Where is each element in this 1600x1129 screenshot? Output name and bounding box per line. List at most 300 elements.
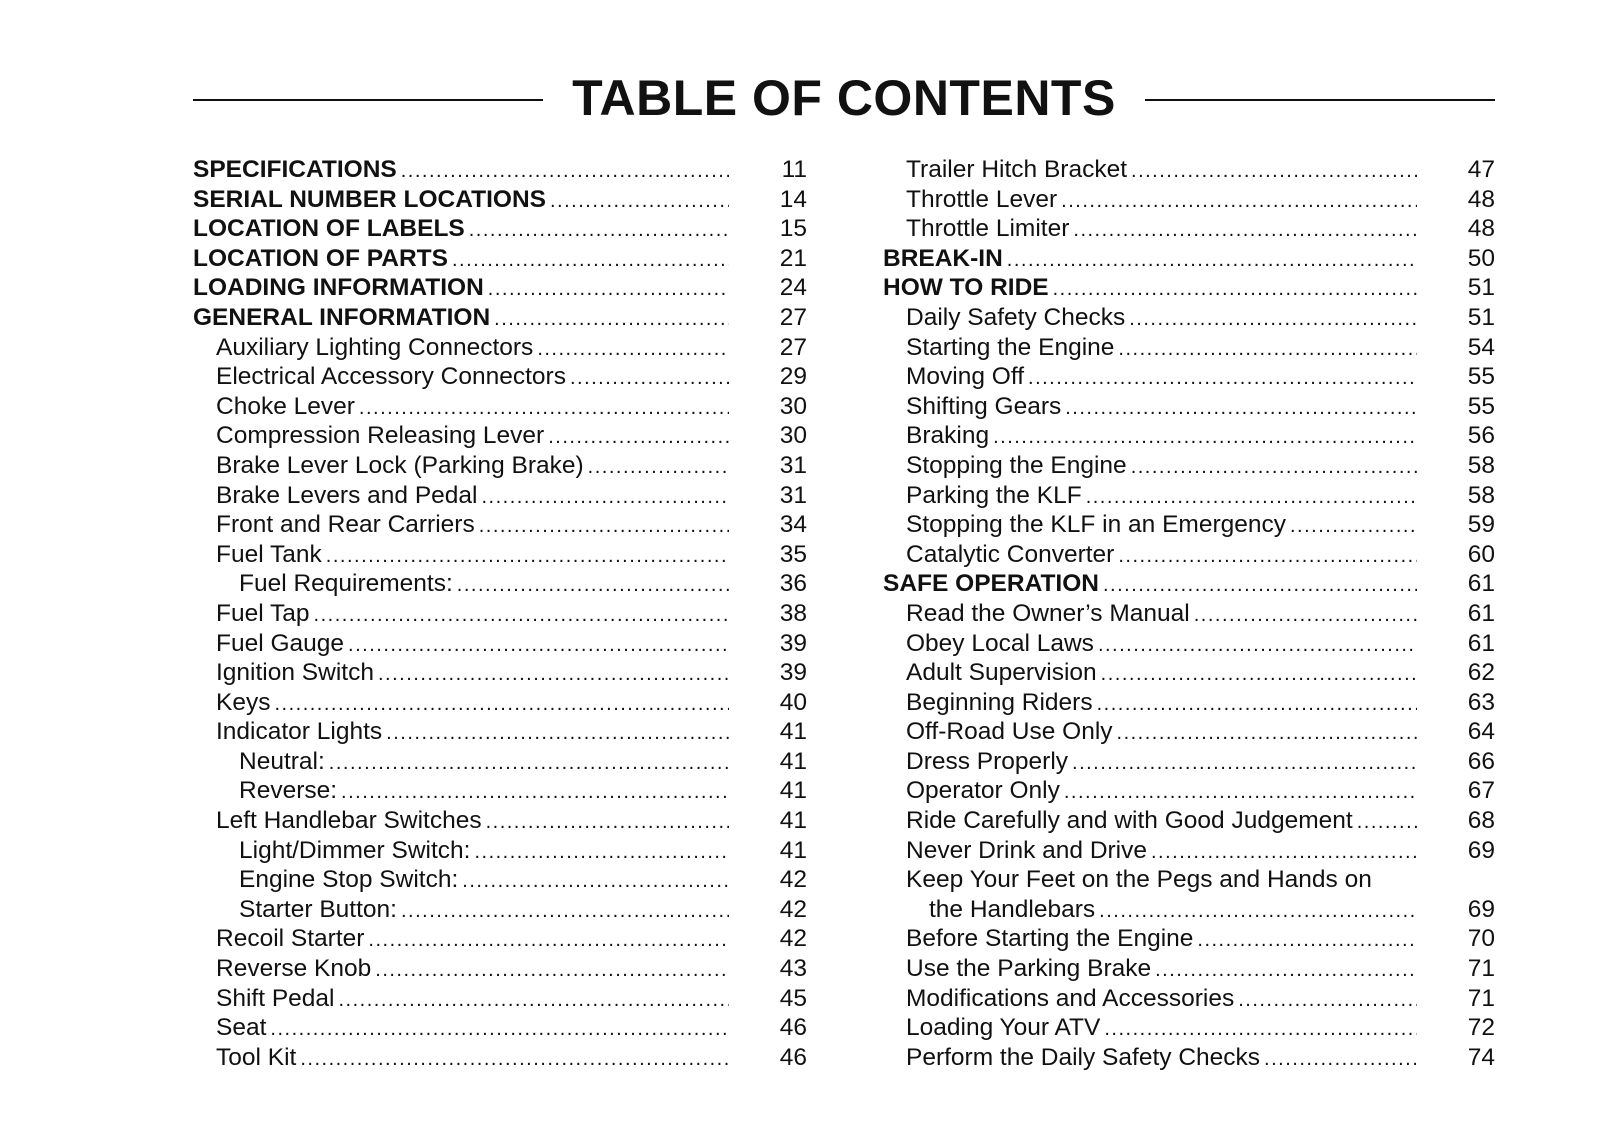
- dot-leader: [401, 157, 729, 187]
- toc-entry-label: Starting the Engine: [906, 333, 1118, 363]
- toc-entry-page-number: 64: [1467, 718, 1495, 746]
- dot-leader: [488, 275, 729, 305]
- toc-entry-title: [883, 273, 1417, 305]
- toc-entry[interactable]: [193, 244, 807, 274]
- toc-entry-page-number: 34: [779, 511, 807, 539]
- toc-entry-label: LOCATION OF LABELS: [193, 214, 469, 244]
- toc-entry-label: BREAK-IN: [883, 244, 1007, 274]
- toc-entry-page-number: 11: [781, 156, 807, 183]
- toc-entry-page-number: 54: [1467, 333, 1495, 361]
- dot-leader: [537, 335, 729, 365]
- toc-entry-page-number: 56: [1467, 422, 1495, 450]
- toc-entry-label: Reverse Knob: [216, 954, 375, 984]
- toc-entry[interactable]: [883, 984, 1495, 1014]
- toc-entry[interactable]: [883, 717, 1495, 747]
- toc-entry[interactable]: [883, 510, 1495, 540]
- toc-entry-label: Throttle Lever: [906, 185, 1061, 215]
- toc-entry-label: Beginning Riders: [906, 688, 1097, 718]
- toc-entry[interactable]: [883, 155, 1495, 185]
- toc-entry[interactable]: [193, 1013, 807, 1043]
- toc-entry-page-number: 15: [779, 215, 807, 243]
- toc-entry[interactable]: [883, 421, 1495, 451]
- toc-entry[interactable]: [883, 451, 1495, 481]
- toc-entry-title: [906, 717, 1417, 749]
- toc-entry-page-number: 63: [1467, 688, 1495, 716]
- toc-entry-page-number: 42: [779, 895, 807, 923]
- toc-entry-page-number: 41: [779, 718, 807, 746]
- toc-entry[interactable]: [193, 924, 807, 954]
- dot-leader: [1073, 216, 1417, 246]
- dot-leader: [452, 246, 729, 276]
- dot-leader: [469, 216, 729, 246]
- toc-entry-title: [883, 244, 1417, 276]
- toc-entry-page-number: 61: [1467, 599, 1495, 627]
- toc-entry[interactable]: [193, 362, 807, 392]
- toc-entry-title: [216, 924, 729, 956]
- dot-leader: [1131, 453, 1417, 483]
- toc-entry[interactable]: [883, 303, 1495, 333]
- dot-leader: [1194, 601, 1417, 631]
- toc-entry-page-number: 61: [1467, 629, 1495, 657]
- toc-entry-title: [906, 688, 1417, 720]
- toc-entry-page-number: 29: [779, 363, 807, 391]
- toc-entry-page-number: 21: [779, 244, 807, 272]
- toc-entry-label: Indicator Lights: [216, 717, 386, 747]
- dot-leader: [482, 483, 730, 513]
- toc-entry[interactable]: [193, 895, 807, 925]
- toc-entry-page-number: 41: [779, 777, 807, 805]
- toc-entry[interactable]: [193, 510, 807, 540]
- toc-entry-label: Brake Levers and Pedal: [216, 481, 482, 511]
- toc-entry-page-number: 59: [1467, 511, 1495, 539]
- dot-leader: [1357, 808, 1417, 838]
- toc-entry[interactable]: [193, 599, 807, 629]
- toc-entry[interactable]: [883, 924, 1495, 954]
- dot-leader: [1104, 1015, 1417, 1045]
- toc-entry-title: [216, 540, 729, 572]
- toc-entry-label: SPECIFICATIONS: [193, 155, 401, 185]
- dot-leader: [474, 838, 729, 868]
- toc-entry-title: [239, 895, 729, 927]
- toc-entry[interactable]: [193, 273, 807, 303]
- toc-entry-title: [906, 836, 1417, 868]
- toc-entry[interactable]: [193, 954, 807, 984]
- toc-entry-page-number: 39: [779, 659, 807, 687]
- dot-leader: [494, 305, 729, 335]
- toc-entry[interactable]: [883, 776, 1495, 806]
- toc-entry[interactable]: [883, 836, 1495, 866]
- toc-entry-title: [216, 1043, 729, 1075]
- toc-entry-title: [906, 481, 1417, 513]
- toc-entry-label: Left Handlebar Switches: [216, 806, 486, 836]
- toc-entry-label: Seat: [216, 1013, 270, 1043]
- toc-entry-label: Electrical Accessory Connectors: [216, 362, 570, 392]
- toc-entry-title: [906, 510, 1417, 542]
- toc-entry-label: Obey Local Laws: [906, 629, 1098, 659]
- toc-entry-title: [216, 481, 729, 513]
- toc-entry[interactable]: [883, 333, 1495, 363]
- toc-entry-page-number: 46: [779, 1014, 807, 1042]
- toc-entry[interactable]: [193, 747, 807, 777]
- toc-entry-label: LOADING INFORMATION: [193, 273, 488, 303]
- toc-entry[interactable]: [883, 185, 1495, 215]
- toc-entry[interactable]: [193, 333, 807, 363]
- toc-entry[interactable]: [193, 629, 807, 659]
- toc-entry-title: [929, 895, 1417, 927]
- toc-entry[interactable]: [193, 185, 807, 215]
- toc-entry-title: [239, 569, 729, 601]
- toc-entry-title: [216, 599, 729, 631]
- toc-entry-page-number: 48: [1467, 185, 1495, 213]
- toc-entry-label: Throttle Limiter: [906, 214, 1073, 244]
- toc-entry-title: [883, 569, 1417, 601]
- toc-entry-label: Front and Rear Carriers: [216, 510, 479, 540]
- toc-entry-label: SAFE OPERATION: [883, 569, 1103, 599]
- toc-entry[interactable]: [883, 1013, 1495, 1043]
- toc-entry-title: [216, 333, 729, 365]
- dot-leader: [368, 926, 729, 956]
- page-title: TABLE OF CONTENTS: [572, 70, 1116, 126]
- toc-entry[interactable]: [883, 362, 1495, 392]
- dot-leader: [588, 453, 729, 483]
- toc-entry-title: [216, 806, 729, 838]
- toc-entry-title: [239, 747, 729, 779]
- dot-leader: [993, 423, 1417, 453]
- toc-entry-label: Brake Lever Lock (Parking Brake): [216, 451, 588, 481]
- dot-leader: [486, 808, 729, 838]
- toc-entry[interactable]: [883, 481, 1495, 511]
- dot-leader: [1061, 187, 1417, 217]
- toc-entry-title: [216, 658, 729, 690]
- toc-entry[interactable]: [193, 392, 807, 422]
- toc-entry-page-number: 71: [1467, 955, 1495, 983]
- toc-entry-page-number: 60: [1467, 540, 1495, 568]
- toc-entry-page-number: 72: [1467, 1014, 1495, 1042]
- title-rule-right: [1145, 99, 1495, 101]
- toc-entry[interactable]: [883, 599, 1495, 629]
- toc-entry-title: [906, 333, 1417, 365]
- toc-entry-page-number: 61: [1467, 570, 1495, 598]
- toc-entry-label: the Handlebars: [929, 895, 1099, 925]
- toc-entry-label: Trailer Hitch Bracket: [906, 155, 1131, 185]
- dot-leader: [1097, 690, 1417, 720]
- toc-entry-title: [906, 451, 1417, 483]
- toc-entry-title: [906, 421, 1417, 453]
- toc-entry-label: Engine Stop Switch:: [239, 865, 462, 895]
- toc-entry-title: [193, 303, 729, 335]
- toc-entry-page-number: 31: [779, 451, 807, 479]
- toc-entry-title: [906, 658, 1417, 690]
- toc-entry-label: Fuel Tank: [216, 540, 326, 570]
- toc-entry-page-number: 41: [779, 836, 807, 864]
- dot-leader: [1290, 512, 1417, 542]
- dot-leader: [462, 867, 729, 897]
- toc-entry[interactable]: [193, 658, 807, 688]
- toc-entry-label: Keep Your Feet on the Pegs and Hands on: [906, 865, 1376, 895]
- toc-entry-title: [239, 836, 729, 868]
- dot-leader: [1064, 778, 1417, 808]
- toc-entry-title: [216, 629, 729, 661]
- toc-entry-title: [193, 273, 729, 305]
- toc-entry-title: [906, 806, 1417, 838]
- toc-entry-title: [906, 214, 1417, 246]
- toc-entry-page-number: 30: [779, 422, 807, 450]
- toc-entry-title: [906, 362, 1417, 394]
- toc-entry[interactable]: [883, 273, 1495, 303]
- toc-entry[interactable]: [193, 984, 807, 1014]
- dot-leader: [300, 1045, 729, 1075]
- toc-entry-page-number: 36: [779, 570, 807, 598]
- toc-entry[interactable]: [193, 1043, 807, 1073]
- toc-entry-title: [906, 599, 1417, 631]
- dot-leader: [274, 690, 729, 720]
- toc-entry-title: [216, 717, 729, 749]
- dot-leader: [1129, 305, 1417, 335]
- toc-entry-page-number: 38: [779, 599, 807, 627]
- dot-leader: [1065, 394, 1417, 424]
- toc-entry-title: [239, 865, 729, 897]
- toc-entry-label: Stopping the Engine: [906, 451, 1131, 481]
- toc-right-column: [883, 155, 1495, 1072]
- toc-entry-title: [906, 303, 1417, 335]
- toc-entry[interactable]: [883, 806, 1495, 836]
- toc-entry[interactable]: [883, 658, 1495, 688]
- dot-leader: [1098, 631, 1417, 661]
- toc-entry[interactable]: [193, 776, 807, 806]
- toc-entry-page-number: 45: [779, 984, 807, 1012]
- toc-entry[interactable]: [883, 895, 1495, 925]
- dot-leader: [1007, 246, 1417, 276]
- toc-entry-label: Starter Button:: [239, 895, 401, 925]
- toc-entry[interactable]: [193, 569, 807, 599]
- toc-entry-page-number: 67: [1467, 777, 1495, 805]
- toc-entry-label: Fuel Tap: [216, 599, 314, 629]
- toc-entry-title: [216, 688, 729, 720]
- toc-entry-page-number: 27: [779, 333, 807, 361]
- toc-entry-page-number: 51: [1467, 274, 1495, 302]
- toc-entry[interactable]: [883, 865, 1495, 895]
- toc-entry[interactable]: [193, 481, 807, 511]
- dot-leader: [548, 423, 729, 453]
- toc-entry-page-number: 69: [1467, 836, 1495, 864]
- toc-entry[interactable]: [883, 1043, 1495, 1073]
- toc-entry-label: Fuel Requirements:: [239, 569, 457, 599]
- dot-leader: [339, 986, 730, 1016]
- dot-leader: [457, 571, 729, 601]
- dot-leader: [386, 719, 729, 749]
- dot-leader: [314, 601, 729, 631]
- toc-entry-page-number: 58: [1467, 451, 1495, 479]
- dot-leader: [570, 364, 729, 394]
- toc-entry-label: Never Drink and Drive: [906, 836, 1151, 866]
- toc-entry-title: [193, 185, 729, 217]
- dot-leader: [359, 394, 729, 424]
- toc-entry-title: [193, 155, 729, 187]
- dot-leader: [1028, 364, 1417, 394]
- toc-entry-label: Ignition Switch: [216, 658, 378, 688]
- dot-leader: [375, 956, 729, 986]
- toc-entry-title: [906, 392, 1417, 424]
- toc-entry-page-number: 41: [779, 747, 807, 775]
- toc-entry-page-number: 40: [779, 688, 807, 716]
- toc-entry-page-number: 68: [1467, 807, 1495, 835]
- toc-entry-title: [906, 865, 1417, 895]
- dot-leader: [1197, 926, 1417, 956]
- toc-entry-label: Operator Only: [906, 776, 1064, 806]
- toc-entry-page-number: 24: [779, 274, 807, 302]
- toc-entry-label: Reverse:: [239, 776, 341, 806]
- dot-leader: [1072, 749, 1417, 779]
- toc-entry-label: Adult Supervision: [906, 658, 1101, 688]
- toc-entry-title: [216, 421, 729, 453]
- toc-entry-label: Parking the KLF: [906, 481, 1086, 511]
- toc-entry[interactable]: [193, 303, 807, 333]
- dot-leader: [1117, 719, 1417, 749]
- toc-entry-title: [216, 451, 729, 483]
- toc-entry-title: [906, 1043, 1417, 1075]
- toc-entry[interactable]: [883, 540, 1495, 570]
- toc-entry-label: Perform the Daily Safety Checks: [906, 1043, 1264, 1073]
- toc-entry-label: Use the Parking Brake: [906, 954, 1155, 984]
- toc-entry-label: Off-Road Use Only: [906, 717, 1117, 747]
- toc-entry-page-number: 14: [779, 185, 807, 213]
- toc-entry-title: [906, 185, 1417, 217]
- toc-entry-page-number: 55: [1467, 363, 1495, 391]
- toc-entry[interactable]: [193, 688, 807, 718]
- toc-entry-label: Moving Off: [906, 362, 1028, 392]
- toc-entry-title: [239, 776, 729, 808]
- toc-entry-page-number: 74: [1467, 1043, 1495, 1071]
- dot-leader: [1118, 542, 1417, 572]
- toc-entry-page-number: 51: [1467, 303, 1495, 331]
- toc-entry-title: [216, 392, 729, 424]
- dot-leader: [1103, 571, 1417, 601]
- toc-entry-label: Tool Kit: [216, 1043, 300, 1073]
- toc-entry-label: Catalytic Converter: [906, 540, 1118, 570]
- toc-entry-page-number: 27: [779, 303, 807, 331]
- toc-entry[interactable]: [193, 214, 807, 244]
- toc-entry-label: Auxiliary Lighting Connectors: [216, 333, 537, 363]
- toc-entry-label: Choke Lever: [216, 392, 359, 422]
- toc-entry[interactable]: [193, 806, 807, 836]
- toc-entry[interactable]: [883, 392, 1495, 422]
- toc-entry-label: GENERAL INFORMATION: [193, 303, 494, 333]
- page-header: [193, 62, 1495, 134]
- toc-entry-label: Dress Properly: [906, 747, 1072, 777]
- dot-leader: [1086, 483, 1417, 513]
- dot-leader: [326, 542, 729, 572]
- toc-entry-label: Shifting Gears: [906, 392, 1065, 422]
- toc-entry-title: [906, 747, 1417, 779]
- toc-entry-page-number: 69: [1467, 895, 1495, 923]
- toc-entry[interactable]: [193, 540, 807, 570]
- toc-entry-label: HOW TO RIDE: [883, 273, 1053, 303]
- toc-entry[interactable]: [883, 747, 1495, 777]
- toc-entry-label: Light/Dimmer Switch:: [239, 836, 474, 866]
- toc-entry[interactable]: [193, 865, 807, 895]
- toc-entry-title: [216, 510, 729, 542]
- toc-entry-page-number: 50: [1467, 244, 1495, 272]
- toc-entry-label: Recoil Starter: [216, 924, 368, 954]
- toc-entry-page-number: 39: [779, 629, 807, 657]
- toc-entry-label: Loading Your ATV: [906, 1013, 1104, 1043]
- dot-leader: [1099, 897, 1417, 927]
- toc-entry[interactable]: [193, 836, 807, 866]
- toc-entry[interactable]: [883, 954, 1495, 984]
- toc-entry-title: [906, 1013, 1417, 1045]
- dot-leader: [550, 187, 729, 217]
- toc-entry-label: Compression Releasing Lever: [216, 421, 548, 451]
- toc-entry-label: Read the Owner’s Manual: [906, 599, 1194, 629]
- toc-entry-title: [216, 362, 729, 394]
- toc-entry-page-number: 35: [779, 540, 807, 568]
- toc-entry-page-number: 66: [1467, 747, 1495, 775]
- toc-entry-page-number: 31: [779, 481, 807, 509]
- toc-entry[interactable]: [193, 717, 807, 747]
- dot-leader: [378, 660, 729, 690]
- toc-entry-page-number: 58: [1467, 481, 1495, 509]
- dot-leader: [1053, 275, 1417, 305]
- dot-leader: [1118, 335, 1417, 365]
- toc-entry-page-number: 48: [1467, 215, 1495, 243]
- toc-entry[interactable]: [883, 214, 1495, 244]
- toc-entry[interactable]: [193, 421, 807, 451]
- toc-entry-page-number: 46: [779, 1043, 807, 1071]
- toc-entry-page-number: 41: [779, 807, 807, 835]
- toc-entry-label: Daily Safety Checks: [906, 303, 1129, 333]
- toc-entry[interactable]: [883, 629, 1495, 659]
- toc-entry-page-number: 62: [1467, 659, 1495, 687]
- toc-entry-title: [906, 954, 1417, 986]
- dot-leader: [1101, 660, 1417, 690]
- dot-leader: [1155, 956, 1417, 986]
- dot-leader: [348, 631, 729, 661]
- toc-entry-page-number: 30: [779, 392, 807, 420]
- dot-leader: [270, 1015, 729, 1045]
- toc-entry[interactable]: [883, 688, 1495, 718]
- toc-entry[interactable]: [193, 451, 807, 481]
- toc-entry[interactable]: [193, 155, 807, 185]
- dot-leader: [1131, 157, 1417, 187]
- toc-entry-page-number: 43: [779, 955, 807, 983]
- dot-leader: [341, 778, 729, 808]
- toc-entry-title: [906, 924, 1417, 956]
- dot-leader: [329, 749, 729, 779]
- toc-entry-title: [906, 984, 1417, 1016]
- dot-leader: [479, 512, 729, 542]
- toc-entry-page-number: 70: [1467, 925, 1495, 953]
- toc-entry[interactable]: [883, 244, 1495, 274]
- toc-entry-page-number: 55: [1467, 392, 1495, 420]
- toc-entry-title: [906, 776, 1417, 808]
- dot-leader: [1151, 838, 1417, 868]
- toc-entry-label: Keys: [216, 688, 274, 718]
- toc-entry-label: Modifications and Accessories: [906, 984, 1238, 1014]
- toc-entry-label: Before Starting the Engine: [906, 924, 1197, 954]
- toc-entry-title: [216, 984, 729, 1016]
- toc-entry-title: [216, 954, 729, 986]
- toc-left-column: [193, 155, 807, 1072]
- toc-entry-page-number: 42: [779, 925, 807, 953]
- toc-entry-title: [193, 214, 729, 246]
- toc-entry[interactable]: [883, 569, 1495, 599]
- toc-entry-label: Ride Carefully and with Good Judgement: [906, 806, 1357, 836]
- toc-entry-page-number: 42: [779, 866, 807, 894]
- toc-entry-label: Braking: [906, 421, 993, 451]
- toc-entry-label: Neutral:: [239, 747, 329, 777]
- toc-entry-title: [216, 1013, 729, 1045]
- toc-entry-title: [906, 540, 1417, 572]
